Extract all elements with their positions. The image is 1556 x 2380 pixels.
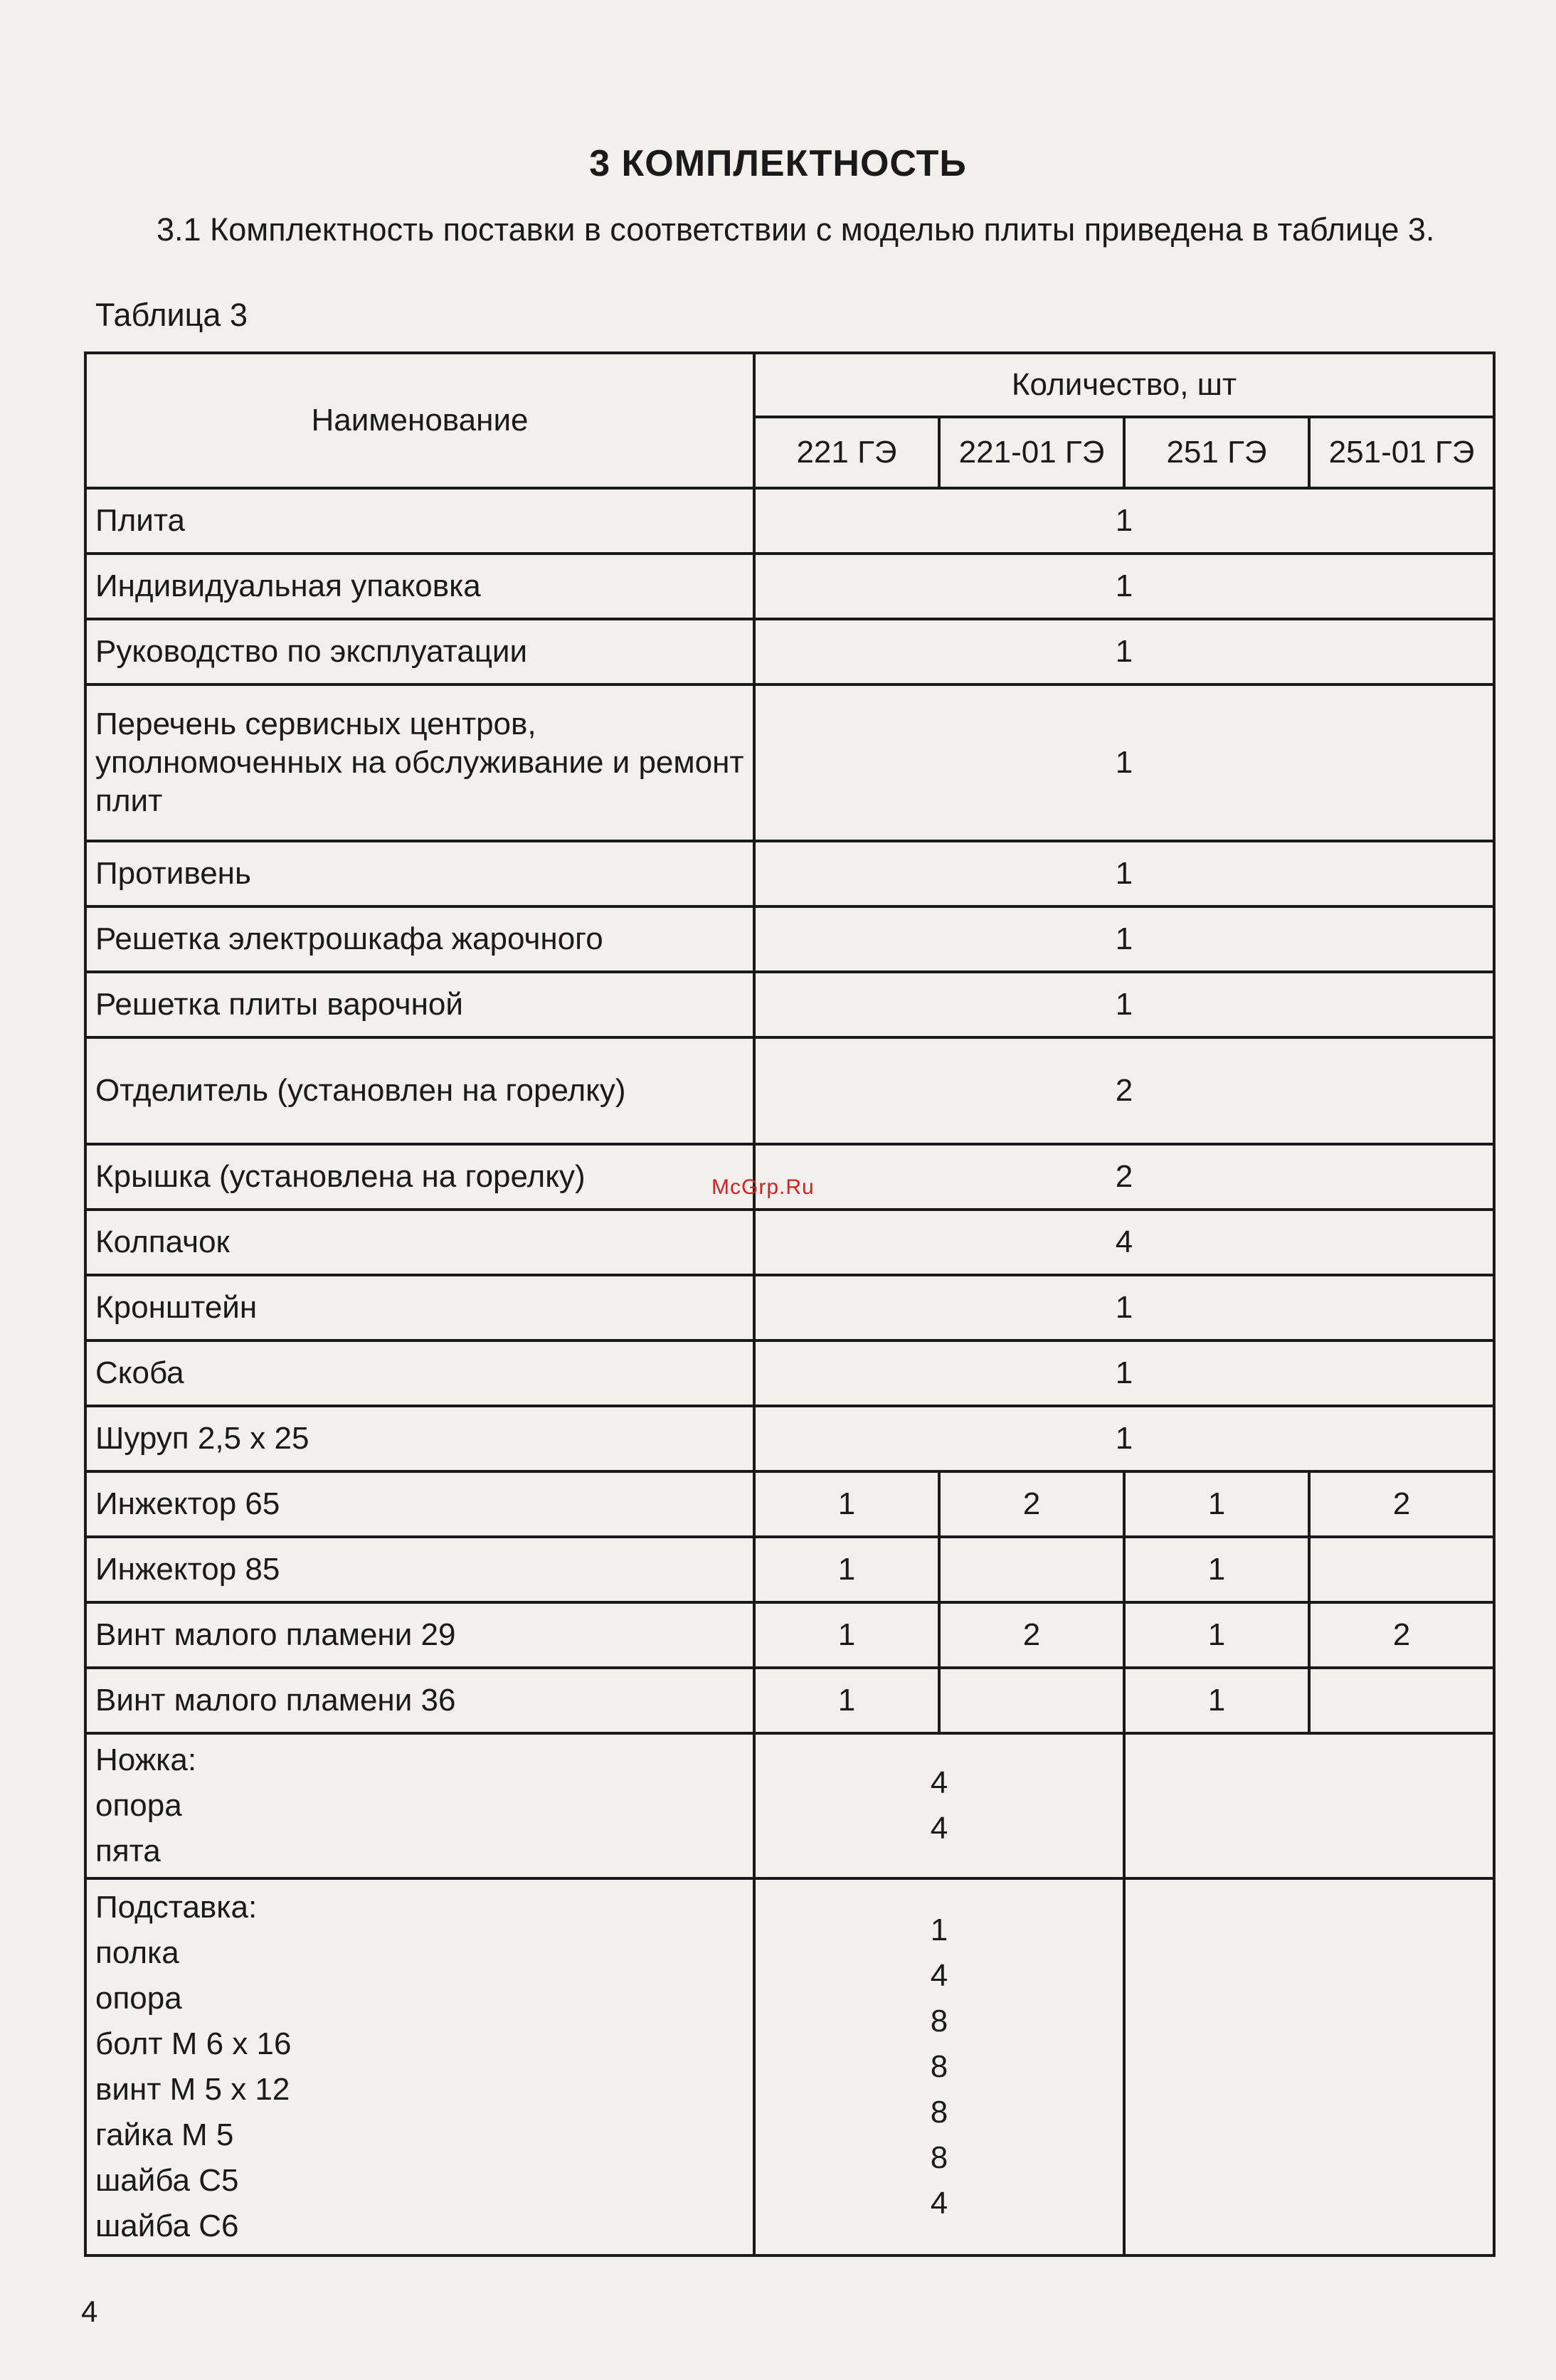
- item-name: Перечень сервисных центров, уполномоченных на обслуживание и ремонт плит: [85, 684, 754, 841]
- watermark-link[interactable]: McGrp.Ru: [711, 1175, 815, 1199]
- completeness-table: [84, 351, 1496, 2257]
- stand-title: Подставка:: [95, 1890, 258, 1925]
- item-qty: 1: [754, 841, 1494, 906]
- item-qty: 4: [930, 1811, 948, 1846]
- item-qty: 1: [754, 972, 1494, 1037]
- item-name: Колпачок: [85, 1210, 754, 1275]
- item-name: Инжектор 85: [85, 1537, 754, 1602]
- item-qty: 2: [754, 1037, 1494, 1144]
- stand-qty: [754, 1878, 1124, 2255]
- item-qty: 2: [1309, 1471, 1494, 1537]
- table-row: [85, 1537, 1494, 1602]
- item-qty: 8: [930, 2004, 948, 2038]
- table-row: [85, 1037, 1494, 1144]
- item-qty: 1: [754, 619, 1494, 684]
- item-name: Отделитель (установлен на горелку): [85, 1037, 754, 1144]
- item-qty: 1: [754, 1406, 1494, 1471]
- table-row-stand: [85, 1878, 1494, 2255]
- item-name: Руководство по эксплуатации: [85, 619, 754, 684]
- item-name: Скоба: [85, 1340, 754, 1406]
- item-qty: 1: [1124, 1668, 1309, 1733]
- item-name: Кронштейн: [85, 1275, 754, 1340]
- table-row: [85, 841, 1494, 906]
- item-name: Крышка (установлена на горелку): [85, 1144, 754, 1210]
- legs-qty: [754, 1733, 1124, 1878]
- item-qty: 8: [930, 2049, 948, 2084]
- header-model: 221-01 ГЭ: [939, 417, 1124, 488]
- item-name: Решетка плиты варочной: [85, 972, 754, 1037]
- table-row: [85, 1406, 1494, 1471]
- item-qty: 1: [754, 1537, 939, 1602]
- table-caption: Таблица 3: [95, 297, 248, 333]
- item-name: болт М 6 х 16: [95, 2026, 292, 2061]
- item-qty: 2: [939, 1602, 1124, 1668]
- legs-title: Ножка:: [95, 1742, 197, 1777]
- item-qty: 1: [754, 488, 1494, 554]
- item-qty: 1: [930, 1913, 948, 1947]
- item-name: полка: [95, 1935, 179, 1970]
- item-name: Решетка электрошкафа жарочного: [85, 906, 754, 972]
- item-qty: 2: [1309, 1602, 1494, 1668]
- item-qty: 1: [1124, 1537, 1309, 1602]
- header-name: Наименование: [85, 353, 754, 488]
- item-name: винт М 5 х 12: [95, 2072, 290, 2107]
- legs-names: [85, 1733, 754, 1878]
- item-qty: 4: [754, 1210, 1494, 1275]
- item-name: шайба С5: [95, 2163, 239, 2198]
- page-number: 4: [81, 2295, 98, 2328]
- table-row-legs: [85, 1733, 1494, 1878]
- item-qty: 1: [754, 1471, 939, 1537]
- table-row: [85, 684, 1494, 841]
- item-qty: 4: [930, 2186, 948, 2221]
- item-qty: [939, 1537, 1124, 1602]
- table-row: [85, 1340, 1494, 1406]
- item-name: опора: [95, 1788, 182, 1823]
- header-quantity: Количество, шт: [754, 353, 1494, 417]
- table-row: [85, 488, 1494, 554]
- table-row: [85, 1668, 1494, 1733]
- item-name: Шуруп 2,5 х 25: [85, 1406, 754, 1471]
- item-name: Инжектор 65: [85, 1471, 754, 1537]
- item-qty: 4: [930, 1765, 948, 1800]
- item-name: Винт малого пламени 36: [85, 1668, 754, 1733]
- table-row: [85, 1471, 1494, 1537]
- intro-paragraph: 3.1 Комплектность поставки в соответствии с моделью плиты приведена в таблице 3.: [157, 211, 1435, 248]
- item-name: гайка М 5: [95, 2117, 234, 2152]
- table-row: [85, 619, 1494, 684]
- header-model: 251-01 ГЭ: [1309, 417, 1494, 488]
- item-qty: 4: [930, 1958, 948, 1993]
- item-qty: 1: [754, 554, 1494, 619]
- item-qty: 1: [754, 906, 1494, 972]
- item-qty: 1: [1124, 1471, 1309, 1537]
- empty-cell: [1124, 1733, 1494, 1878]
- item-name: Винт малого пламени 29: [85, 1602, 754, 1668]
- item-qty: [1309, 1537, 1494, 1602]
- item-qty: 1: [754, 684, 1494, 841]
- item-name: пята: [95, 1834, 161, 1868]
- item-qty: 2: [939, 1471, 1124, 1537]
- table-row: [85, 1602, 1494, 1668]
- item-name: шайба С6: [95, 2209, 239, 2243]
- item-qty: 1: [754, 1340, 1494, 1406]
- item-name: опора: [95, 1981, 182, 2016]
- empty-cell: [1124, 1878, 1494, 2255]
- item-qty: [1309, 1668, 1494, 1733]
- item-qty: 8: [930, 2095, 948, 2130]
- item-name: Плита: [85, 488, 754, 554]
- table-row: [85, 1210, 1494, 1275]
- item-name: Противень: [85, 841, 754, 906]
- table-row: [85, 972, 1494, 1037]
- item-qty: [939, 1668, 1124, 1733]
- item-qty: 8: [930, 2140, 948, 2175]
- header-model: 251 ГЭ: [1124, 417, 1309, 488]
- section-heading: 3 КОМПЛЕКТНОСТЬ: [589, 143, 967, 184]
- item-qty: 1: [1124, 1602, 1309, 1668]
- table-row: [85, 554, 1494, 619]
- table-row: [85, 906, 1494, 972]
- header-model: 221 ГЭ: [754, 417, 939, 488]
- item-qty: 2: [754, 1144, 1494, 1210]
- item-name: Индивидуальная упаковка: [85, 554, 754, 619]
- stand-names: [85, 1878, 754, 2255]
- table-row: [85, 1275, 1494, 1340]
- item-qty: 1: [754, 1275, 1494, 1340]
- item-qty: 1: [754, 1668, 939, 1733]
- item-qty: 1: [754, 1602, 939, 1668]
